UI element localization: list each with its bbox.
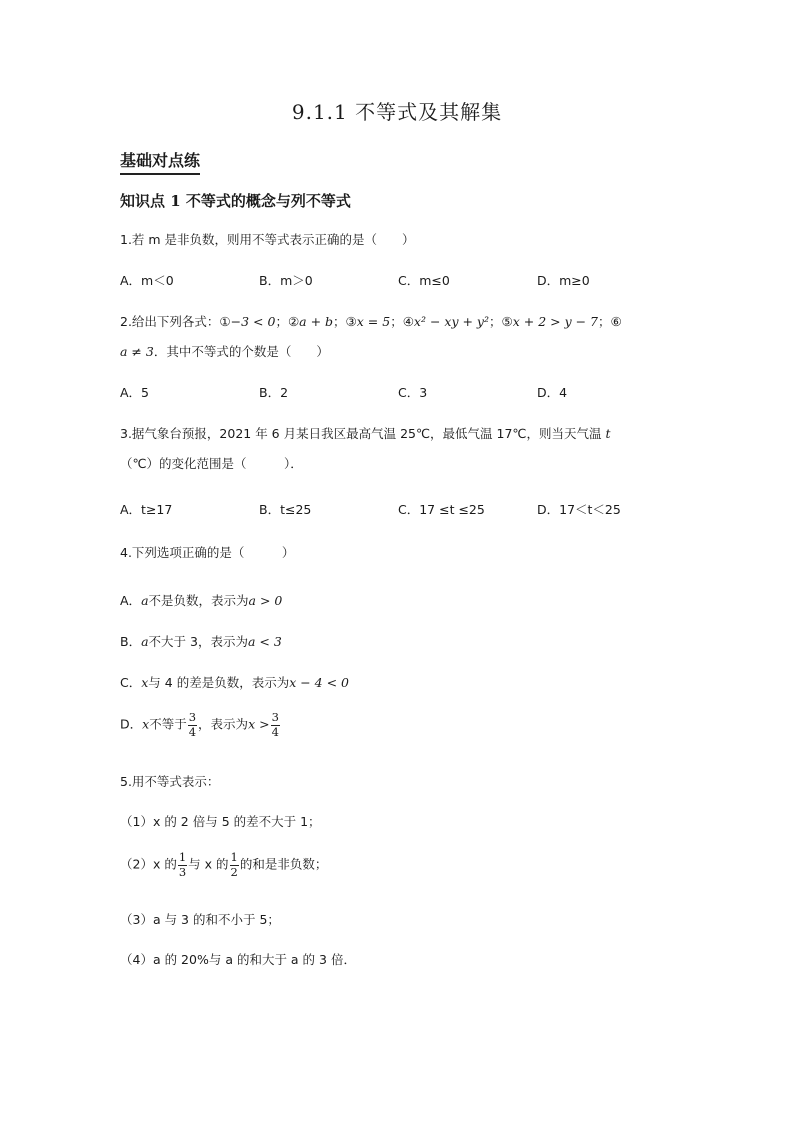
q3-options — [120, 500, 680, 518]
q2-options — [120, 383, 680, 401]
q4-fraction-1: $\frac{3}{4}$ — [188, 710, 197, 739]
q2-expr-6: a ≠ 3 — [120, 344, 154, 359]
q1-options — [120, 271, 680, 289]
q2-option-c: C．3 — [398, 385, 428, 400]
q2-expr-4: x² − xy + y² — [413, 314, 490, 329]
q2-option-a: A．5 — [120, 385, 150, 400]
q5-part-3: （3）a 与 3 的和不小于 5； — [120, 912, 280, 927]
q5-fraction-one-third: $\frac{1}{3}$ — [178, 850, 187, 879]
q5-part-2: （2）x 的 $\frac{1}{3}$ 与 x 的 $\frac{1}{2}$ 的和是非负数； — [120, 850, 328, 879]
q5-part-4: （4）a 的 20%与 a 的和大于 a 的 3 倍． — [120, 952, 356, 967]
q2-expr-5: x + 2 > y − 7 — [512, 314, 599, 329]
document-title: 9.1.1 不等式及其解集 — [291, 100, 503, 124]
q4-option-a: A．a不是负数，表示为a > 0 — [120, 593, 283, 608]
q5-part-1: （1）x 的 2 倍与 5 的差不大于 1； — [120, 814, 321, 829]
q3-option-b: B．t≤25 — [259, 502, 312, 517]
q4-option-c: C．x与 4 的差是负数，表示为x − 4 < 0 — [120, 675, 349, 690]
q4-option-d: D．x不等于 $\frac{3}{4}$ ，表示为x > $\frac{3}{4}$ — [120, 710, 279, 739]
q2-stem-cont: a ≠ 3．其中不等式的个数是（ ） — [120, 344, 329, 359]
q4-option-b: B．a不大于 3，表示为a < 3 — [120, 634, 282, 649]
q5-fraction-one-half: $\frac{1}{2}$ — [230, 850, 238, 879]
q2-expr-2: a + b — [299, 314, 334, 329]
q5-stem: 5.用不等式表示： — [120, 774, 220, 789]
q2-stem: 2.给出下列各式：①−3 < 0；②a + b；③x = 5；④x² − xy + y²；⑤x + 2 > y − 7；⑥ — [120, 314, 622, 329]
q3-option-c: C．17 ≤t ≤25 — [398, 502, 485, 517]
q1-option-c: C．m≤0 — [398, 273, 450, 288]
q2-expr-3: x = 5 — [356, 314, 391, 329]
q2-expr-1: −3 < 0 — [230, 314, 276, 329]
q3-option-a: A．t≥17 — [120, 502, 173, 517]
section-heading: 基础对点练 — [120, 148, 200, 175]
q3-stem-cont: （℃）的变化范围是（ ）． — [120, 456, 303, 471]
q1-stem: 1.若 m 是非负数，则用不等式表示正确的是（ ） — [120, 232, 415, 247]
q1-option-a: A．m＜0 — [120, 273, 174, 288]
q2-option-b: B．2 — [259, 385, 289, 400]
q1-option-b: B．m＞0 — [259, 273, 313, 288]
q3-option-d: D．17＜t＜25 — [537, 502, 621, 517]
q1-option-d: D．m≥0 — [537, 273, 590, 288]
q4-stem: 4.下列选项正确的是（ ） — [120, 545, 295, 560]
q2-option-d: D．4 — [537, 385, 568, 400]
q3-stem: 3.据气象台预报，2021 年 6 月某日我区最高气温 25℃，最低气温 17℃，则当天气温 t — [120, 426, 611, 441]
knowledge-point-heading: 知识点 1 不等式的概念与列不等式 — [120, 192, 351, 210]
q4-fraction-2: $\frac{3}{4}$ — [271, 710, 279, 739]
